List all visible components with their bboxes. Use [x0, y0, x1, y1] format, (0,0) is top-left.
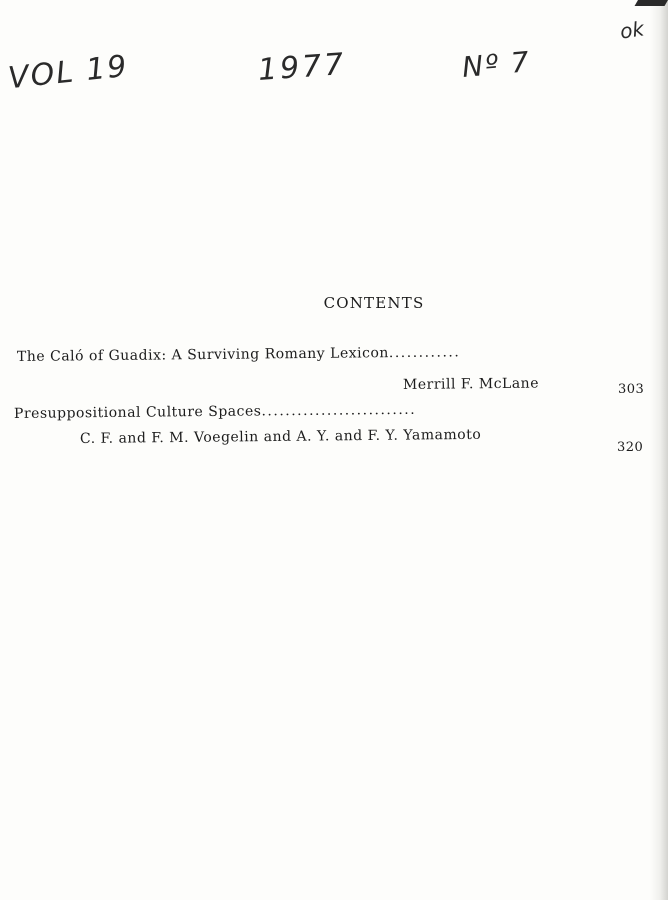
entry-1-page-number: 303 [618, 382, 645, 397]
contents-heading: CONTENTS [323, 294, 425, 312]
handwritten-volume: VOL 19 [6, 48, 131, 97]
entry-2-leader-dots: .......................... [261, 401, 417, 420]
entry-2-title-line [14, 402, 416, 422]
entry-1-leader-dots: ............ [388, 344, 461, 362]
entry-1-title-line [17, 344, 460, 365]
scan-edge-shadow [650, 0, 668, 900]
entry-1-title: The Caló of Guadix: A Surviving Romany Lexicon [16, 345, 389, 365]
entry-1-author: Merrill F. McLane [402, 375, 540, 393]
entry-2-author: C. F. and F. M. Voegelin and A. Y. and F. Y. Yamamoto [79, 426, 482, 447]
entry-2-page-number: 320 [617, 440, 644, 455]
corner-mark [635, 0, 668, 6]
handwritten-ok: ok [618, 16, 646, 44]
handwritten-year: 1977 [256, 46, 348, 89]
entry-2-title: Presuppositional Culture Spaces [13, 403, 262, 422]
handwritten-number: Nº 7 [460, 45, 533, 84]
